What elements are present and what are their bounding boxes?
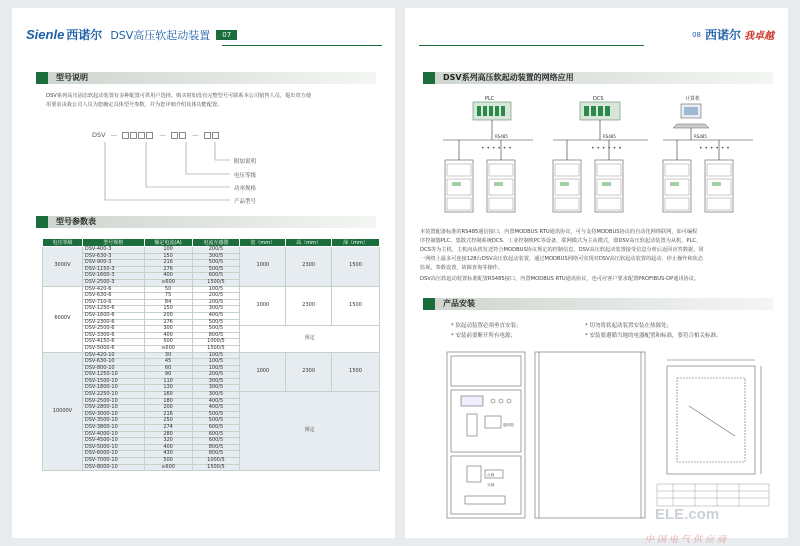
current-cell: 500 [144,458,192,465]
ct-cell: 400/5 [192,405,240,412]
current-cell: 100 [144,247,192,254]
install-note: * 切勿将软起动装置安装在热源处； [585,323,673,329]
current-cell: ≥600 [144,345,192,352]
width-cell: 1000 [240,286,286,326]
voltage-cell: 10000V [43,352,83,471]
plc-icon [473,102,511,120]
current-cell: ≥600 [144,464,192,471]
current-cell: 50 [144,286,192,293]
custom-cell: 预定 [240,392,380,471]
ct-cell: 800/5 [192,332,240,339]
computer-icon [673,104,709,128]
ellipsis-icon: • • • • • • [591,145,622,152]
ct-cell: 300/5 [192,253,240,260]
model-cell: DSV-2800-10 [82,405,144,412]
model-cell: DSV-420-10 [82,352,144,359]
install-note-text: 安装要遵循当地的电器配置和标准，要符合相关标准。 [589,333,722,339]
current-cell: 276 [144,319,192,326]
model-cell: DSV-420-6 [82,286,144,293]
voltage-cell: 6000V [43,286,83,352]
ct-cell: 100/5 [192,352,240,359]
page-title: DSV高压软起动装置 [110,28,211,42]
section-title: 产品安装 [435,298,773,310]
model-cell: DSV-900-3 [82,260,144,267]
model-cell: DSV-400-3 [82,247,144,254]
model-cell: DSV-3000-10 [82,411,144,418]
page-number: 07 [216,30,237,40]
watermark-cn: 中国电气供应商 [645,535,730,545]
model-cell: DSV-5000-10 [82,444,144,451]
model-cell: DSV-710-6 [82,299,144,306]
model-cell: DSV-1250-10 [82,372,144,379]
model-cell: DSV-6000-10 [82,451,144,458]
install-note-text: 安装前要断开所有电源； [455,333,517,339]
pc-label: 计算机 [685,96,701,102]
section-install [423,298,773,310]
cabinet-front-view [447,352,525,518]
current-cell: 110 [144,378,192,385]
model-cell: DSV-8000-10 [82,464,144,471]
current-cell: 150 [144,306,192,313]
model-cell: DSV-1500-10 [82,378,144,385]
network-text-line: 监视、参数设置、故障查询等操作。 [420,265,504,271]
header-divider [222,45,382,46]
legend-item: 功率规格 [234,186,257,192]
model-code-diagram: DSV — — — [92,131,220,139]
current-cell: 150 [144,253,192,260]
section-title: 型号参数表 [48,216,376,228]
ct-cell: 300/5 [192,392,240,399]
softstarter-cabinet-icon [663,140,691,212]
model-cell: DSV-3800-10 [82,425,144,432]
ellipsis-icon: • • • • • • [699,145,730,152]
current-cell: 300 [144,326,192,333]
depth-cell: 1500 [332,247,380,287]
network-diagram [423,90,783,220]
right-page [405,8,788,545]
network-description [420,228,775,284]
model-cell: DSV-1150-3 [82,266,144,273]
model-code-leaders [12,138,395,218]
current-cell: 400 [144,332,192,339]
depth-cell: 1500 [332,286,380,326]
model-cell: DSV-630-6 [82,293,144,300]
ct-cell: 500/5 [192,260,240,267]
legend-item: 电压等级 [234,173,257,179]
current-cell: 500 [144,339,192,346]
ct-cell: 1500/5 [192,345,240,352]
brand-logo-cn: 西诺尔 [66,28,103,42]
ct-cell: 500/5 [192,326,240,333]
legend-item: 产品型号 [234,199,257,205]
current-cell: 400 [144,444,192,451]
model-cell: DSV-3300-6 [82,332,144,339]
ct-cell: 800/5 [192,451,240,458]
network-text-line: DSV高压软起动装置标准配置RS485接口，内置MODBUS RTU通讯协议，也可应客户要求配置PROFIBUS-DP通讯协议。 [420,276,700,282]
cabinet-side-view [535,352,645,518]
model-cell: DSV-5000-6 [82,345,144,352]
left-page [12,8,395,538]
bus-label: RS485 [694,134,707,139]
model-params-table [42,238,380,471]
watermark: ELE.com [655,506,720,523]
network-text-line: 序控制器PLC、集散式控制系统DCS、工业控制机PC等设备，联网模式为主从模式，即DSV高压软起动装置为从机，PLC、 [420,238,702,244]
model-cell: DSV-2500-3 [82,279,144,286]
current-cell: 90 [144,372,192,379]
ct-cell: 200/5 [192,372,240,379]
col-header: 额定电流(A) [144,239,192,247]
ellipsis-icon: • • • • • • [481,145,512,152]
current-cell: 180 [144,398,192,405]
current-cell: 280 [144,431,192,438]
softstarter-cabinet-icon [445,140,473,212]
ct-cell: 600/5 [192,438,240,445]
col-header: 电流互感器 [192,239,240,247]
model-cell: DSV-2500-6 [82,326,144,333]
ct-cell: 200/5 [192,247,240,254]
current-cell: 250 [144,418,192,425]
dcs-icon [580,102,620,120]
current-cell: 160 [144,392,192,399]
col-header: 电压等级 [43,239,83,247]
ct-cell: 200/5 [192,293,240,300]
ct-cell: 500/5 [192,266,240,273]
model-cell: DSV-4150-6 [82,339,144,346]
cabinet-label: 合闸 [487,473,495,477]
section-marker-icon [423,298,435,310]
cabinet-label: 分闸 [487,483,495,487]
model-cell: DSV-1600-3 [82,273,144,280]
bus-label: RS485 [603,134,616,139]
current-cell: 130 [144,385,192,392]
ct-cell: 1000/5 [192,458,240,465]
section-params [36,216,376,228]
section-marker-icon [36,216,48,228]
brand-logo-cn: 西诺尔 [704,28,741,42]
install-note-text: 切勿将软起动装置安装在热源处； [589,323,673,329]
dimension-table [657,484,769,506]
height-cell: 2300 [286,286,332,326]
current-cell: 200 [144,312,192,319]
model-cell: DSV-4500-10 [82,438,144,445]
model-cell: DSV-630-3 [82,253,144,260]
ct-cell: 1000/5 [192,339,240,346]
ct-cell: 500/5 [192,418,240,425]
current-cell: 400 [144,273,192,280]
model-cell: DSV-1800-10 [82,385,144,392]
brand-slogan: 我卓越 [744,31,774,42]
width-cell: 1000 [240,352,286,392]
voltage-cell: 3000V [43,247,83,287]
ct-cell: 600/5 [192,273,240,280]
current-cell: 30 [144,352,192,359]
bus-label: RS485 [495,134,508,139]
install-note: * 安装前要断开所有电源； [451,333,517,339]
model-desc-text [46,92,381,110]
custom-cell: 预定 [240,326,380,352]
model-cell: DSV-2250-10 [82,392,144,399]
ct-cell: 600/5 [192,431,240,438]
model-cell: DSV-630-10 [82,359,144,366]
install-note: * 软起动装置必须垂直安装； [451,323,522,329]
col-header: 宽（mm） [240,239,286,247]
width-cell: 1000 [240,247,286,287]
height-cell: 2300 [286,352,332,392]
current-cell: 60 [144,365,192,372]
ct-cell: 100/5 [192,359,240,366]
model-cell: DSV-7000-10 [82,458,144,465]
col-header: 型号规格 [82,239,144,247]
ct-cell: 300/5 [192,378,240,385]
brand-logo-en: Sienle [26,27,65,42]
network-text-line: 一网络上最多可连接128台DSV高压软起动装置，通过MODBUS网络可实现对DSV高压软起动装置的起动、停止操作和状态 [420,256,704,262]
page-number: 08 [692,30,701,39]
current-cell: ≥600 [144,279,192,286]
header-divider [419,45,644,46]
model-prefix: DSV [92,131,106,139]
ct-cell: 100/5 [192,286,240,293]
depth-cell: 1500 [332,352,380,392]
install-note: * 安装要遵循当地的电器配置和标准，要符合相关标准。 [585,333,722,339]
right-header [692,26,774,43]
dcs-label: DCS [593,96,604,102]
section-title: 型号说明 [48,72,376,84]
ct-cell: 1500/5 [192,464,240,471]
ct-cell: 400/5 [192,312,240,319]
legend-item: 附加说明 [234,159,257,165]
ct-cell: 600/5 [192,425,240,432]
ct-cell: 400/5 [192,398,240,405]
model-cell: DSV-3500-10 [82,418,144,425]
ct-cell: 300/5 [192,306,240,313]
ct-cell: 1500/5 [192,279,240,286]
ct-cell: 100/5 [192,365,240,372]
current-cell: 274 [144,425,192,432]
current-cell: 216 [144,260,192,267]
current-cell: 84 [144,299,192,306]
network-text-line: 本装置配备标准的RS485通信接口，内置MODBUS RTU通讯协议，可与支持MODBUS协议的自动化网络联网，如可编程 [420,229,698,235]
left-header [26,26,237,43]
cabinet-label: 通风窗 [503,423,514,427]
current-cell: 75 [144,293,192,300]
install-note-text: 软起动装置必须垂直安装； [455,323,522,329]
model-cell: DSV-4000-10 [82,431,144,438]
col-header: 高（mm） [286,239,332,247]
softstarter-cabinet-icon [553,140,581,212]
ct-cell: 800/5 [192,444,240,451]
section-marker-icon [423,72,435,84]
current-cell: 216 [144,411,192,418]
current-cell: 200 [144,405,192,412]
ct-cell: 500/5 [192,411,240,418]
model-desc-line: 用要求由我公司人员为您确定具体型号参数，并为您详细介绍具体功能配置。 [46,102,223,108]
current-cell: 430 [144,451,192,458]
ct-cell: 200/5 [192,299,240,306]
ct-cell: 300/5 [192,385,240,392]
model-desc-line: DSV系列高压固态软起动装置有多种配置可供用户选择。购买时如没有完整型号可联系本公司销售人员，提出贵方使 [46,93,312,99]
plc-label: PLC [485,96,495,102]
section-network [423,72,773,84]
col-header: 深（mm） [332,239,380,247]
model-cell: DSV-800-10 [82,365,144,372]
install-drawings [405,346,788,526]
section-title: DSV系列高压软起动装置的网络应用 [435,72,773,84]
current-cell: 45 [144,359,192,366]
foundation-plan [667,360,761,474]
current-cell: 276 [144,266,192,273]
section-marker-icon [36,72,48,84]
model-cell: DSV-1600-6 [82,312,144,319]
network-text-line: DCS等为主机。主机向从机发送符合MODBUS协议规定的控制信息，DSV高压软起动装置接受信息分析后返回应答数据，同 [420,247,704,253]
model-cell: DSV-2500-10 [82,398,144,405]
height-cell: 2300 [286,247,332,287]
ct-cell: 500/5 [192,319,240,326]
section-model-desc [36,72,376,84]
model-cell: DSV-2300-6 [82,319,144,326]
model-cell: DSV-1250-6 [82,306,144,313]
current-cell: 320 [144,438,192,445]
